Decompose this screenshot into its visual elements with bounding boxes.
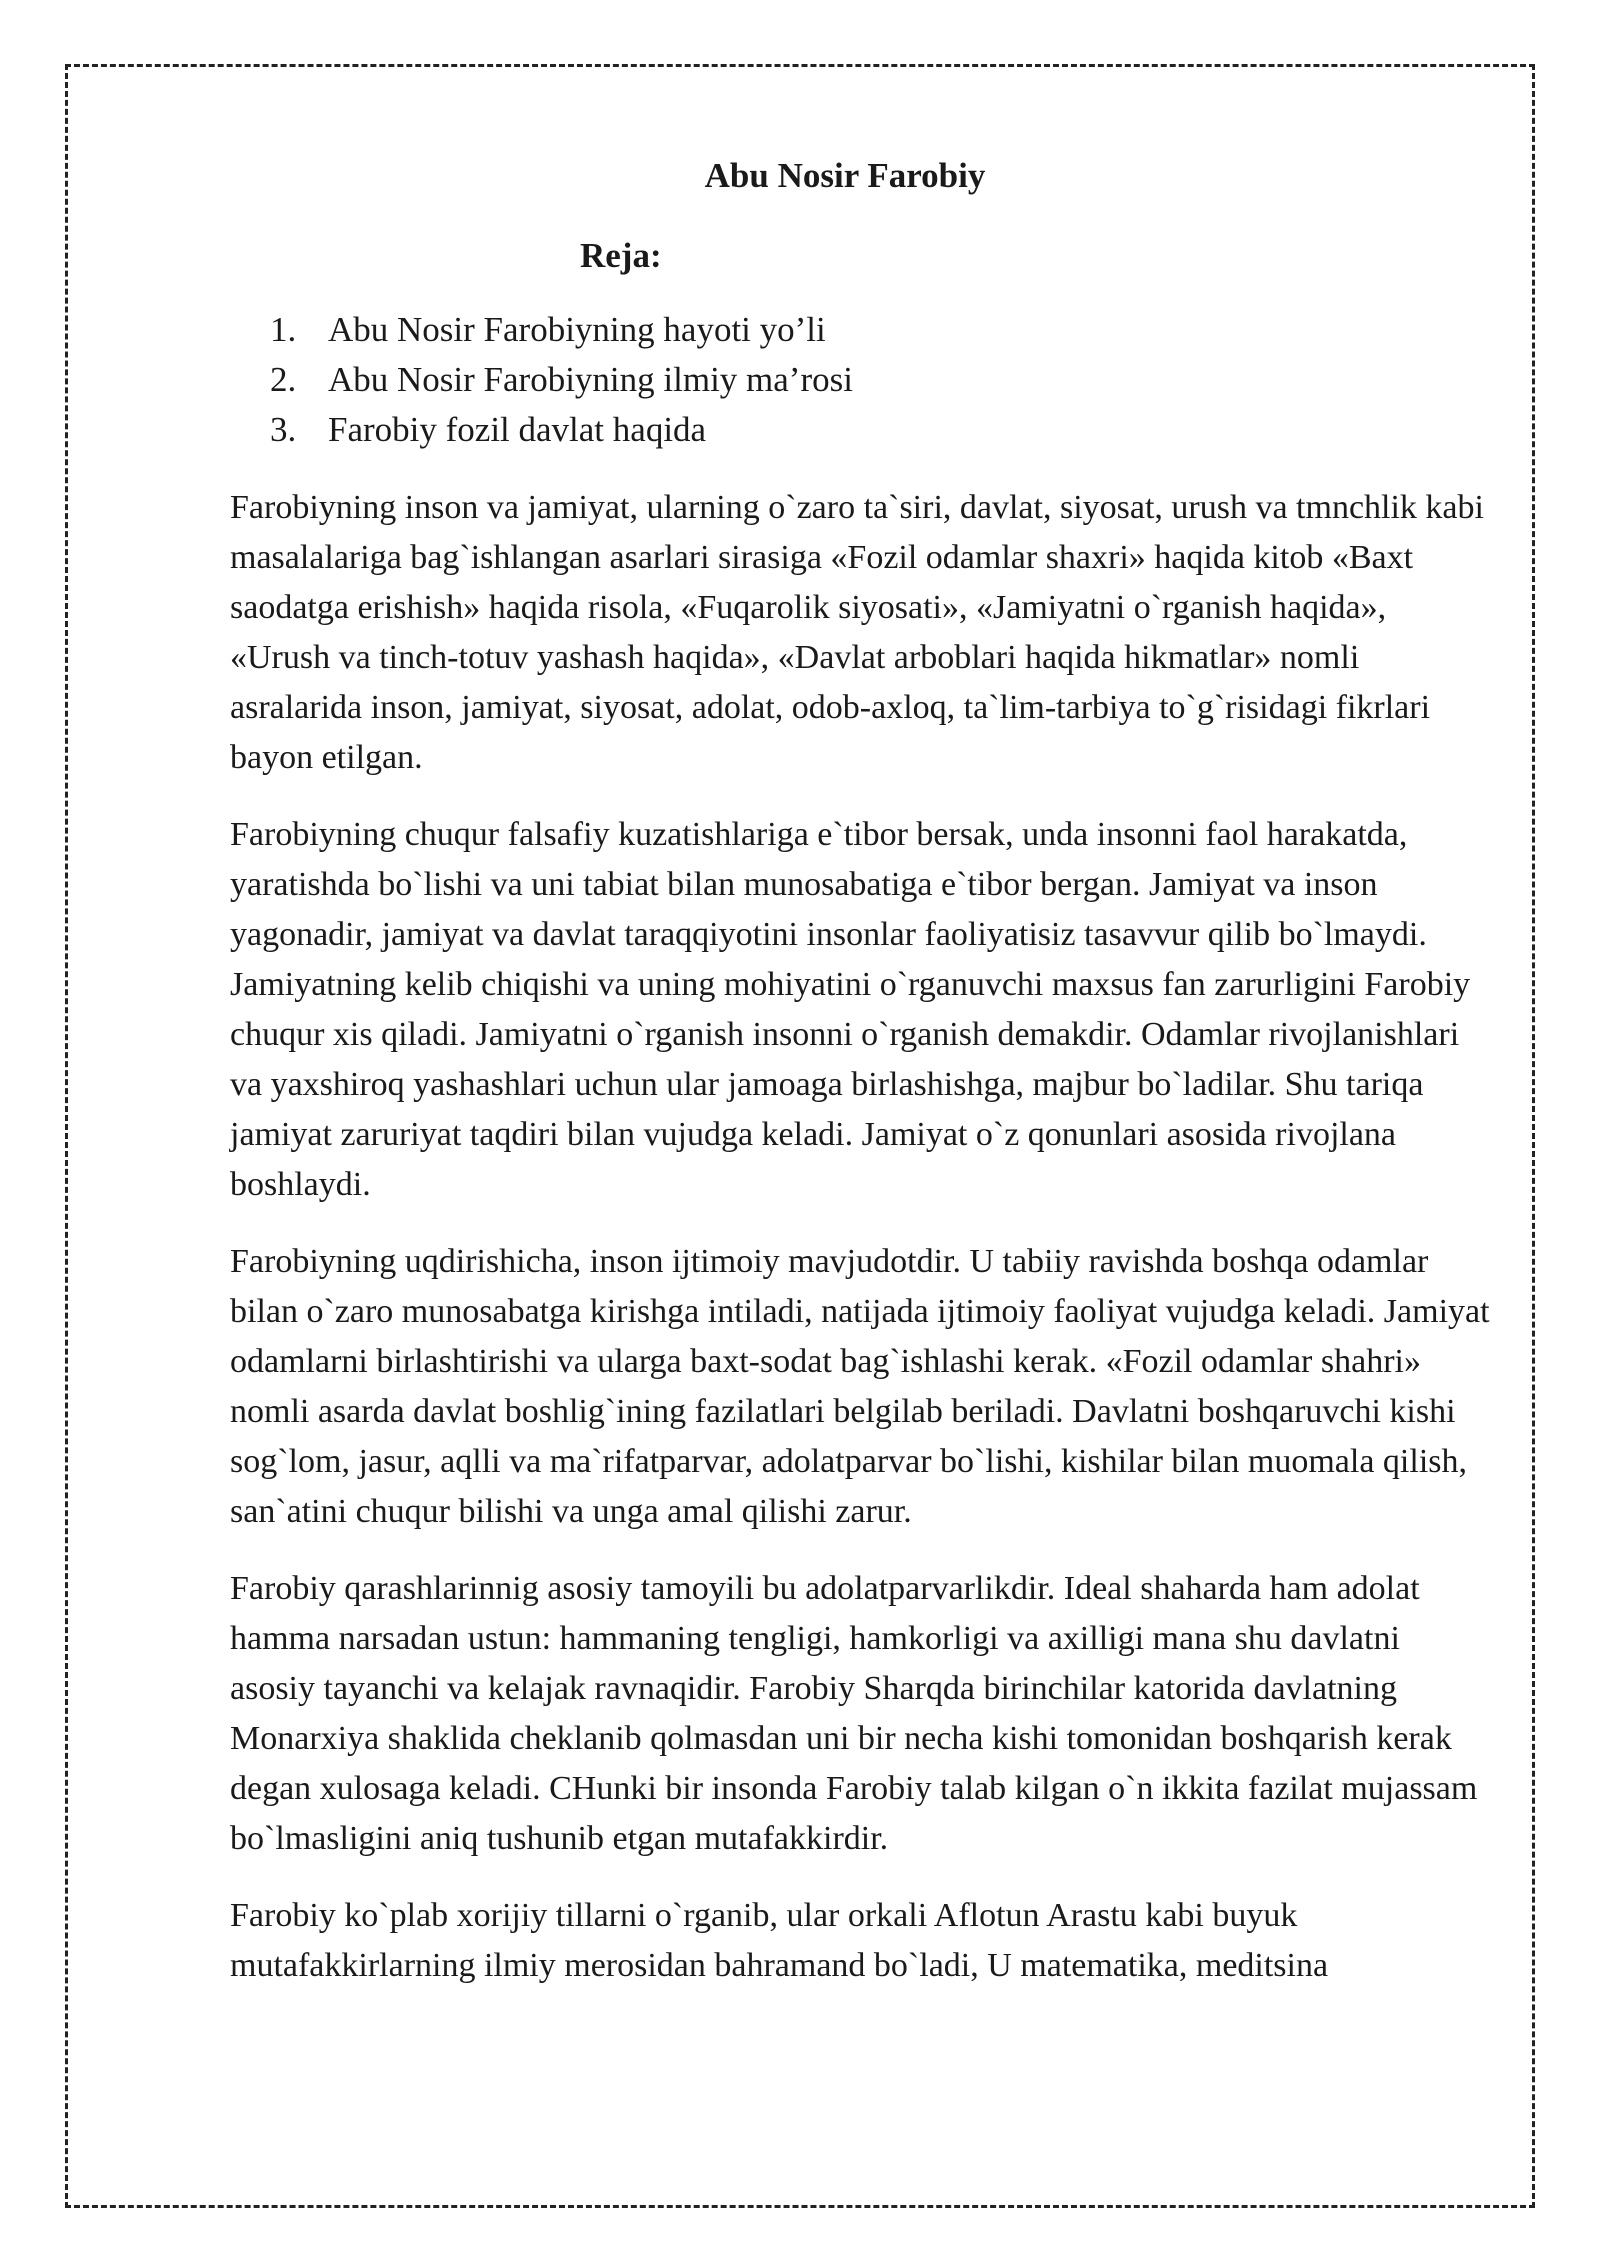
- paragraph: Farobiyning uqdirishicha, inson ijtimoiy mavjudotdir. U tabiiy ravishda boshqa odamlar bilan o`zaro munosabatga kirishga intiladi, natijada ijtimoiy faoliyat vujudga keladi. Jamiyat odamlarni birlashtirishi va ularga baxt-sodat bag`ishlashi kerak. «Fozil odamlar shahri» nomli asarda davlat boshlig`ining fazilatlari belgilab beriladi. Davlatni boshqaruvchi kishi sog`lom, jasur, aqlli va ma`rifatparvar, adolatparvar bo`lishi, kishilar bilan muomala qilish, san`atini chuqur bilishi va unga amal qilishi zarur.: [230, 1243, 1490, 1530]
- plan-item-text: Abu Nosir Farobiyning hayoti yo’li: [328, 310, 826, 349]
- plan-list: [270, 305, 853, 455]
- plan-item-number: 1.: [270, 310, 297, 349]
- plan-item: [270, 355, 853, 405]
- plan-item-number: 2.: [270, 360, 297, 399]
- plan-item-number: 3.: [270, 410, 297, 449]
- paragraph: Farobiyning chuqur falsafiy kuzatishlariga e`tibor bersak, unda insonni faol harakatda, yaratishda bo`lishi va uni tabiat bilan munosabatiga e`tibor bergan. Jamiyat va inson yagonadir, jamiyat va davlat taraqqiyotini insonlar faoliyatisiz tasavvur qilib bo`lmaydi. Jamiyatning kelib chiqishi va uning mohiyatini o`rganuvchi maxsus fan zarurligini Farobiy chuqur xis qiladi. Jamiyatni o`rganish insonni o`rganish demakdir. Odamlar rivojlanishlari va yaxshiroq yashashlari uchun ular jamoaga birlashishga, majbur bo`ladilar. Shu tariqa jamiyat zaruriyat taqdiri bilan vujudga keladi. Jamiyat o`z qonunlari asosida rivojlana boshlaydi.: [230, 816, 1471, 1203]
- plan-item-text: Abu Nosir Farobiyning ilmiy ma’rosi: [328, 360, 853, 399]
- paragraph: Farobiy ko`plab xorijiy tillarni o`rganib, ular orkali Aflotun Arastu kabi buyuk mutafakkirlarning ilmiy merosidan bahramand bo`ladi, U matematika, meditsina: [230, 1897, 1329, 1984]
- plan-item-text: Farobiy fozil davlat haqida: [328, 410, 707, 449]
- plan-item: [270, 305, 853, 355]
- paragraph: Farobiyning inson va jamiyat, ularning o`zaro ta`siri, davlat, siyosat, urush va tmnchlik kabi masalalariga bag`ishlangan asarlari sirasiga «Fozil odamlar shaxri» haqida kitob «Baxt saodatga erishish» haqida risola, «Fuqarolik siyosati», «Jamiyatni o`rganish haqida», «Urush va tinch-totuv yashash haqida», «Davlat arboblari haqida hikmatlar» nomli asralarida inson, jamiyat, siyosat, adolat, odob-axloq, ta`lim-tarbiya to`g`risidagi fikrlari bayon etilgan.: [230, 489, 1484, 776]
- body-text: [230, 483, 1490, 2018]
- plan-heading: Reja:: [580, 236, 662, 275]
- plan-item: [270, 405, 853, 455]
- paragraph: Farobiy qarashlarinnig asosiy tamoyili bu adolatparvarlikdir. Ideal shaharda ham adolat hamma narsadan ustun: hammaning tengligi, hamkorligi va axilligi mana shu davlatni asosiy tayanchi va kelajak ravnaqidir. Farobiy Sharqda birinchilar katorida davlatning Monarxiya shaklida cheklanib qolmasdan uni bir necha kishi tomonidan boshqarish kerak degan xulosaga keladi. CHunki bir insonda Farobiy talab kilgan o`n ikkita fazilat mujassam bo`lmasligini aniq tushunib etgan mutafakkirdir.: [230, 1570, 1478, 1857]
- document-title: Abu Nosir Farobiy: [704, 156, 986, 195]
